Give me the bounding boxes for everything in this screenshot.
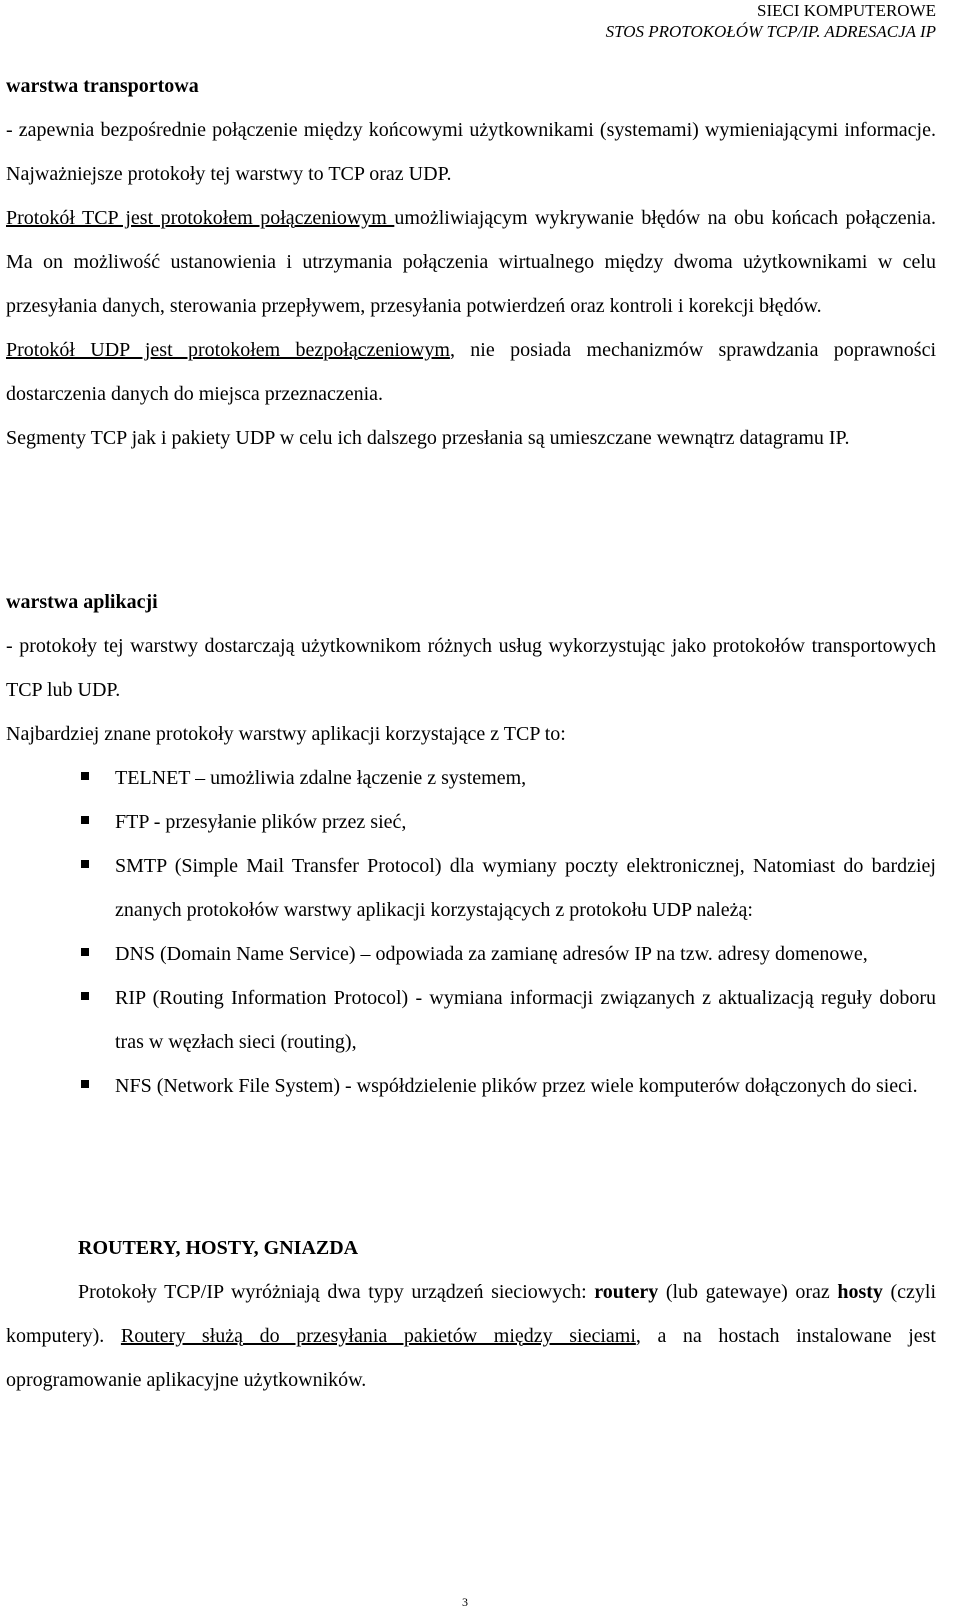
list-item: TELNET – umożliwia zdalne łączenie z systemem,	[6, 756, 936, 800]
list-item: FTP - przesyłanie plików przez sieć,	[6, 800, 936, 844]
protocol-list	[6, 756, 936, 1108]
list-item: NFS (Network File System) - współdzielenie plików przez wiele komputerów dołączonych do sieci.	[6, 1064, 936, 1108]
tcp-underlined-text: Protokół TCP jest protokołem połączeniowym	[6, 207, 395, 229]
routers-paragraph: Protokoły TCP/IP wyróżniają dwa typy urządzeń sieciowych: routery (lub gatewaye) oraz hosty (czyli komputery). Routery służą do przesyłania pakietów między sieciami, a na hostach instalowane jest oprogramowanie aplikacyjne użytkowników.	[6, 1281, 936, 1391]
page-header	[606, 0, 936, 42]
routers-heading: ROUTERY, HOSTY, GNIAZDA	[78, 1237, 359, 1259]
hosts-bold-term: hosty	[837, 1281, 883, 1303]
bullet-square-icon	[81, 860, 89, 868]
transport-section	[6, 64, 936, 460]
transport-paragraph-1: - zapewnia bezpośrednie połączenie między końcowymi użytkownikami (systemami) wymieniającymi informacje. Najważniejsze protokoły tej warstwy to TCP oraz UDP.	[6, 119, 936, 185]
header-title: SIECI KOMPUTEROWE	[757, 1, 936, 20]
list-item: SMTP (Simple Mail Transfer Protocol) dla wymiany poczty elektronicznej, Natomiast do bardziej znanych protokołów warstwy aplikacji korzystających z protokołu UDP należą:	[6, 844, 936, 932]
transport-heading: warstwa transportowa	[6, 75, 199, 97]
tcp-text: umożliwiającym wykrywanie błędów na obu końcach połączenia. Ma on możliwość ustanowienia i utrzymania połączenia wirtualnego między dwoma użytkownikami w celu przesyłania danych, sterowania przepływem, przesyłania potwierdzeń oraz kontroli i korekcji błędów.	[6, 207, 937, 317]
bullet-square-icon	[81, 816, 89, 824]
application-section	[6, 580, 936, 1108]
application-heading: warstwa aplikacji	[6, 591, 158, 613]
application-paragraph-1: - protokoły tej warstwy dostarczają użytkownikom różnych usług wykorzystując jako protokołów transportowych TCP lub UDP.	[6, 635, 936, 701]
application-paragraph-2: Najbardziej znane protokoły warstwy aplikacji korzystające z TCP to:	[6, 723, 566, 745]
bullet-square-icon	[81, 772, 89, 780]
transport-paragraph-segments: Segmenty TCP jak i pakiety UDP w celu ich dalszego przesłania są umieszczane wewnątrz datagramu IP.	[6, 427, 850, 449]
routers-bold-term: routery	[594, 1281, 659, 1303]
header-subtitle: STOS PROTOKOŁÓW TCP/IP. ADRESACJA IP	[605, 22, 936, 41]
udp-text: , nie posiada mechanizmów sprawdzania poprawności dostarczenia danych do miejsca przeznaczenia.	[6, 339, 936, 405]
bullet-square-icon	[81, 992, 89, 1000]
transport-paragraph-udp	[6, 328, 936, 416]
page-number: 3	[462, 1595, 468, 1609]
udp-underlined-text: Protokół UDP jest protokołem bezpołączeniowym	[6, 339, 450, 361]
routers-underlined-text: Routery służą do przesyłania pakietów między sieciami	[120, 1325, 636, 1347]
list-item: RIP (Routing Information Protocol) - wymiana informacji związanych z aktualizacją reguły doboru tras w węzłach sieci (routing),	[6, 976, 936, 1064]
list-item: DNS (Domain Name Service) – odpowiada za zamianę adresów IP na tzw. adresy domenowe,	[6, 932, 936, 976]
bullet-square-icon	[81, 1080, 89, 1088]
transport-paragraph-tcp	[6, 196, 936, 328]
routers-section	[6, 1226, 936, 1402]
bullet-square-icon	[81, 948, 89, 956]
